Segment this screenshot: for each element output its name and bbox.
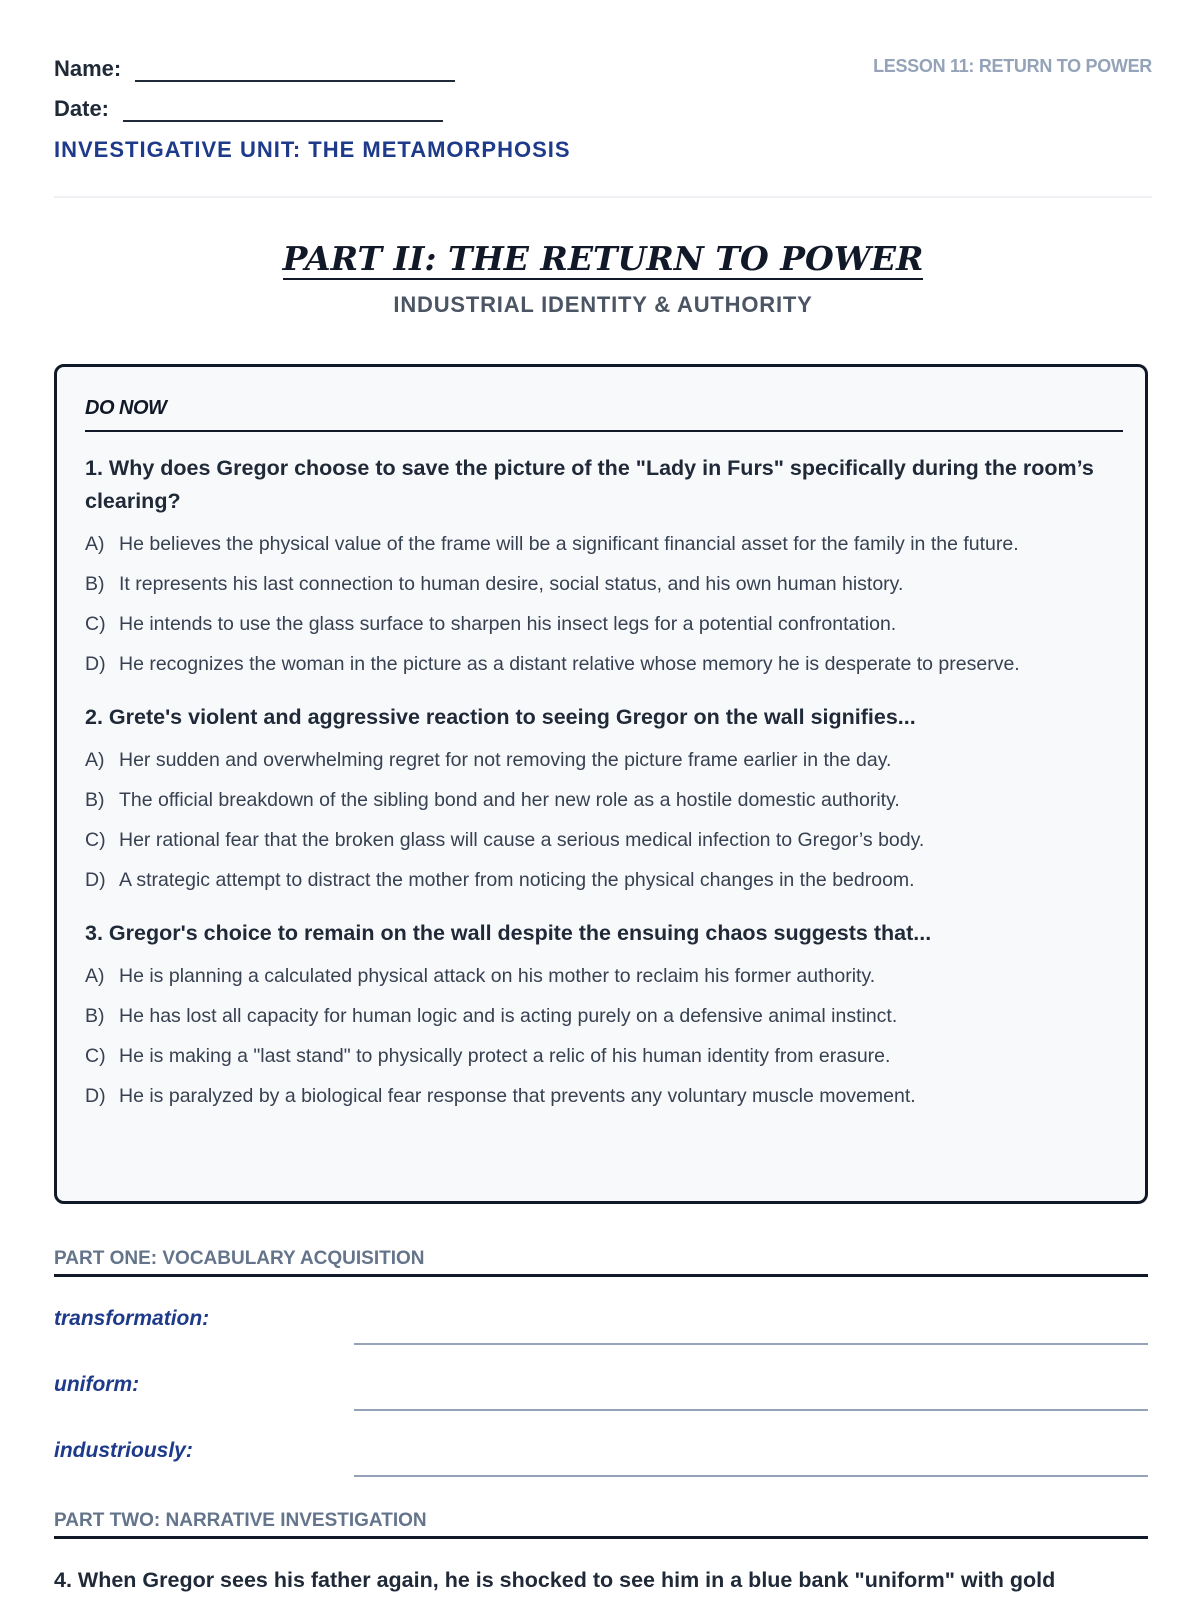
vocab-row [54, 1307, 1148, 1347]
option-letter: B) [85, 1005, 105, 1027]
option-1b[interactable] [85, 568, 1123, 601]
option-text: Her sudden and overwhelming regret for not removing the picture frame earlier in the day. [119, 749, 892, 771]
option-letter: C) [85, 829, 106, 851]
vocab-row [54, 1439, 1148, 1479]
option-text: He intends to use the glass surface to sharpen his insect legs for a potential confrontation. [119, 613, 897, 635]
question-1-options [85, 528, 1123, 681]
date-field [54, 96, 443, 122]
option-text: He is planning a calculated physical attack on his mother to reclaim his former authority. [119, 965, 876, 987]
option-3b[interactable] [85, 1000, 1123, 1033]
option-3c[interactable] [85, 1040, 1123, 1073]
option-3a[interactable] [85, 960, 1123, 993]
vocab-row [54, 1373, 1148, 1413]
option-1d[interactable] [85, 648, 1123, 681]
option-2c[interactable] [85, 824, 1123, 857]
title-block [54, 240, 1152, 318]
option-text: He believes the physical value of the frame will be a significant financial asset for the family in the future. [119, 533, 1019, 555]
part-two-heading: PART TWO: NARRATIVE INVESTIGATION [54, 1510, 1148, 1539]
question-1: 1. Why does Gregor choose to save the picture of the "Lady in Furs" specifically during the room’s clearing? [85, 456, 1094, 513]
option-text: A strategic attempt to distract the mother from noticing the physical changes in the bedroom. [119, 869, 915, 891]
option-2b[interactable] [85, 784, 1123, 817]
vocab-answer-line[interactable] [354, 1475, 1148, 1477]
do-now-label: DO NOW [85, 397, 1123, 432]
question-2-options [85, 744, 1123, 897]
option-letter: C) [85, 1045, 106, 1067]
vocab-answer-line[interactable] [354, 1343, 1148, 1345]
option-letter: B) [85, 573, 105, 595]
option-2a[interactable] [85, 744, 1123, 777]
name-label: Name: [54, 56, 122, 81]
vocab-answer-line[interactable] [354, 1409, 1148, 1411]
option-letter: D) [85, 1085, 106, 1107]
option-letter: B) [85, 789, 105, 811]
option-text: He has lost all capacity for human logic and is acting purely on a defensive animal instinct. [119, 1005, 898, 1027]
option-3d[interactable] [85, 1080, 1123, 1113]
option-letter: D) [85, 869, 106, 891]
option-text: The official breakdown of the sibling bond and her new role as a hostile domestic authority. [119, 789, 900, 811]
option-1a[interactable] [85, 528, 1123, 561]
lesson-tag: LESSON 11: RETURN TO POWER [873, 56, 1152, 76]
date-label: Date: [54, 96, 110, 121]
question-3: 3. Gregor's choice to remain on the wall despite the ensuing chaos suggests that... [85, 921, 932, 945]
vocab-term: transformation: [54, 1307, 210, 1330]
worksheet-header [54, 0, 1152, 198]
date-blank[interactable] [123, 96, 443, 122]
do-now-box [54, 364, 1148, 1204]
unit-title: INVESTIGATIVE UNIT: THE METAMORPHOSIS [54, 137, 571, 162]
worksheet-page [54, 0, 1152, 1592]
question-2: 2. Grete's violent and aggressive reaction to seeing Gregor on the wall signifies... [85, 705, 916, 729]
option-text: Her rational fear that the broken glass will cause a serious medical infection to Gregor’s body. [119, 829, 925, 851]
name-blank[interactable] [135, 56, 455, 82]
page-subtitle: INDUSTRIAL IDENTITY & AUTHORITY [393, 292, 813, 317]
option-letter: C) [85, 613, 106, 635]
option-text: He is paralyzed by a biological fear response that prevents any voluntary muscle movement. [119, 1085, 916, 1107]
option-text: It represents his last connection to human desire, social status, and his own human history. [119, 573, 904, 595]
vocab-term: industriously: [54, 1439, 193, 1462]
option-letter: D) [85, 653, 106, 675]
part-one-heading: PART ONE: VOCABULARY ACQUISITION [54, 1248, 1148, 1277]
vocab-term: uniform: [54, 1373, 140, 1396]
option-text: He recognizes the woman in the picture as a distant relative whose memory he is desperate to preserve. [119, 653, 1020, 675]
page-title: PART II: THE RETURN TO POWER [282, 239, 924, 278]
option-letter: A) [85, 965, 105, 987]
question-3-options [85, 960, 1123, 1113]
option-1c[interactable] [85, 608, 1123, 641]
name-field [54, 56, 455, 82]
option-2d[interactable] [85, 864, 1123, 897]
option-text: He is making a "last stand" to physically protect a relic of his human identity from erasure. [119, 1045, 891, 1067]
option-letter: A) [85, 749, 105, 771]
option-letter: A) [85, 533, 105, 555]
question-4: 4. When Gregor sees his father again, he is shocked to see him in a blue bank "uniform" with gold [54, 1568, 1056, 1592]
